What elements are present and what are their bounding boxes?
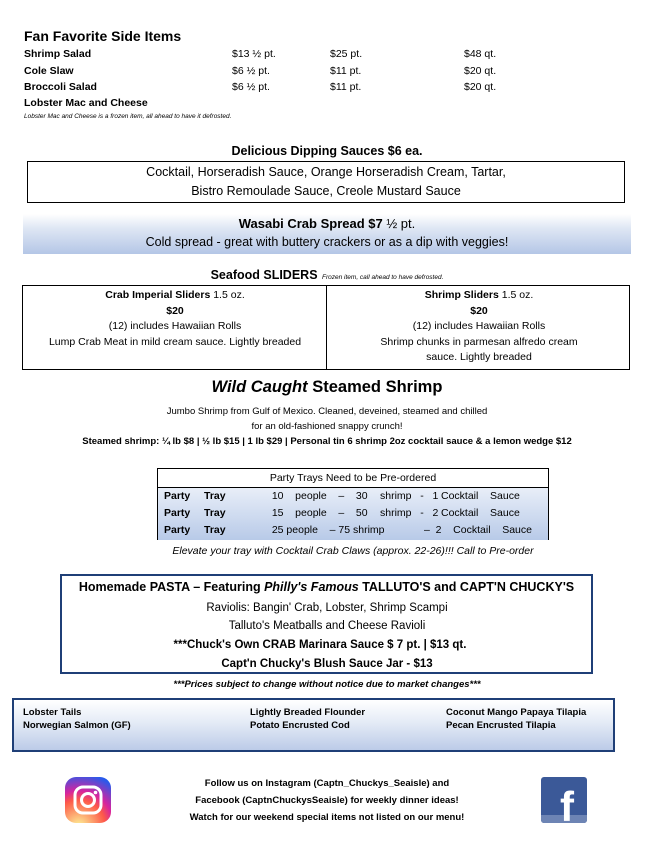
fish-band <box>12 698 615 752</box>
pasta-title-c: TALLUTO'S and CAPT'N CHUCKY'S <box>358 580 575 594</box>
side-item-price-pint: $25 pt. <box>330 48 363 60</box>
tray-row <box>158 505 548 522</box>
footer-line: Watch for our weekend special items not listed on our menu! <box>189 812 465 823</box>
party-trays-note: Elevate your tray with Cocktail Crab Claws (approx. 22-26)!!! Call to Pre-order <box>172 545 534 557</box>
fish-item: Lightly Breaded Flounder <box>250 707 366 718</box>
dipping-sauces-line: Cocktail, Horseradish Sauce, Orange Horseradish Cream, Tartar, <box>146 165 506 179</box>
steamed-shrimp-description <box>0 404 654 434</box>
dipping-sauces-line: Bistro Remoulade Sauce, Creole Mustard Sauce <box>191 184 461 198</box>
wasabi-title <box>23 216 631 231</box>
pasta-title-a: Homemade PASTA – Featuring <box>78 580 265 594</box>
side-item-price-half-pint: $6 ½ pt. <box>232 65 270 77</box>
tray-party: Party <box>164 524 191 536</box>
fish-item: Norwegian Salmon (GF) <box>23 720 131 731</box>
side-item-row <box>24 65 544 79</box>
side-items-title: Fan Favorite Side Items <box>24 28 182 44</box>
tray-sauce: Cocktail Sauce <box>441 507 520 519</box>
footer-line: Follow us on Instagram (Captn_Chuckys_Seaisle) and <box>204 778 450 789</box>
sliders-note: Frozen item, call ahead to have defrosted. <box>322 274 444 281</box>
side-item-price-half-pint: $13 ½ pt. <box>232 48 276 60</box>
side-item-price-quart: $20 qt. <box>464 65 497 77</box>
party-trays-header: Party Trays Need to be Pre-ordered <box>158 469 548 488</box>
wasabi-title-name: Wasabi Crab Spread $7 <box>238 216 383 231</box>
tray-people: 25 people – 75 shrimp <box>266 524 385 536</box>
side-item-row <box>24 81 544 95</box>
pasta-title-b: Philly's Famous <box>264 580 359 594</box>
facebook-glyph <box>541 777 587 823</box>
tray-sauce: – 2 Cocktail Sauce <box>424 524 532 536</box>
steamed-shrimp-prices: Steamed shrimp: ¼ lb $8 | ½ lb $15 | 1 lb $29 | Personal tin 6 shrimp 2oz cocktail sauce & a lemon wedge $12 <box>82 436 572 447</box>
wasabi-title-size: ½ pt. <box>382 216 416 231</box>
steamed-shrimp-title <box>0 378 654 397</box>
fish-item: Potato Encrusted Cod <box>250 720 350 731</box>
tray-shrimp: shrimp - 2 <box>380 507 439 519</box>
fish-item: Lobster Tails <box>23 707 82 718</box>
slider-description: sauce. Lightly breaded <box>426 351 532 363</box>
slider-price: $20 <box>470 304 488 317</box>
slider-description: Shrimp chunks in parmesan alfredo cream <box>380 335 578 348</box>
pasta-blush-sauce: Capt'n Chucky's Blush Sauce Jar - $13 <box>221 658 433 670</box>
wasabi-description: Cold spread - great with buttery crackers or as a dip with veggies! <box>145 235 509 249</box>
side-item-name: Broccoli Salad <box>24 81 97 93</box>
side-item-price-pint: $11 pt. <box>330 81 362 93</box>
slider-description: Lump Crab Meat in mild cream sauce. Lightly breaded <box>48 335 302 348</box>
steamed-title-rest: Steamed Shrimp <box>307 378 443 396</box>
footer-line: Facebook (CaptnChuckysSeaisle) for weekly dinner ideas! <box>195 795 459 806</box>
tray-tray: Tray <box>204 524 226 536</box>
tray-party: Party <box>164 490 191 502</box>
fish-item: Pecan Encrusted Tilapia <box>446 720 556 731</box>
shrimp-sliders <box>329 288 629 366</box>
side-item-price-quart: $20 qt. <box>464 81 497 93</box>
slider-name: Shrimp Sliders <box>424 289 499 301</box>
party-trays-body <box>158 488 548 540</box>
pasta-title <box>62 580 591 594</box>
side-item-price-half-pint: $6 ½ pt. <box>232 81 270 93</box>
party-trays-table <box>157 468 549 540</box>
prices-note: ***Prices subject to change without notice due to market changes*** <box>173 679 481 690</box>
slider-size: 1.5 oz. <box>210 289 245 301</box>
tray-people: 15 people – 50 <box>266 507 368 519</box>
tray-row <box>158 488 548 505</box>
side-item-price-pint: $11 pt. <box>330 65 362 77</box>
side-item-name: Cole Slaw <box>24 65 74 77</box>
tray-row <box>158 522 548 539</box>
dipping-sauces-box <box>27 161 625 203</box>
slider-price: $20 <box>166 304 184 317</box>
facebook-f: f <box>560 783 574 823</box>
steamed-desc-line: for an old-fashioned snappy crunch! <box>251 421 403 432</box>
side-item-name: Shrimp Salad <box>24 48 92 60</box>
side-item-row <box>24 48 544 62</box>
side-item-price-quart: $48 qt. <box>464 48 497 60</box>
tray-party: Party <box>164 507 191 519</box>
tray-people: 10 people – 30 <box>266 490 368 502</box>
fish-item: Coconut Mango Papaya Tilapia <box>446 707 587 718</box>
tray-sauce: Cocktail Sauce <box>441 490 520 502</box>
facebook-icon[interactable] <box>541 777 587 823</box>
pasta-raviolis: Raviolis: Bangin' Crab, Lobster, Shrimp Scampi <box>206 602 448 614</box>
tray-shrimp: shrimp - 1 <box>380 490 439 502</box>
dipping-sauces-title: Delicious Dipping Sauces $6 ea. <box>231 144 423 158</box>
sliders-title: Seafood SLIDERS <box>210 268 318 282</box>
slider-includes: (12) includes Hawaiian Rolls <box>108 320 242 332</box>
wasabi-crab-spread-band <box>23 214 631 254</box>
sliders-divider <box>326 286 327 369</box>
slider-name: Crab Imperial Sliders <box>105 289 211 301</box>
lobster-mac-note: Lobster Mac and Cheese is a frozen item, all ahead to have it defrosted. <box>24 113 232 120</box>
slider-size: 1.5 oz. <box>498 289 534 301</box>
crab-imperial-sliders <box>25 288 325 350</box>
sliders-table <box>22 285 630 370</box>
tray-tray: Tray <box>204 507 226 519</box>
tray-tray: Tray <box>204 490 226 502</box>
steamed-title-italic: Wild Caught <box>211 378 308 396</box>
lobster-mac-item: Lobster Mac and Cheese <box>24 97 148 109</box>
steamed-desc-line: Jumbo Shrimp from Gulf of Mexico. Cleaned, deveined, steamed and chilled <box>166 406 488 417</box>
pasta-marinara: ***Chuck's Own CRAB Marinara Sauce $ 7 pt. | $13 qt. <box>173 639 467 651</box>
sliders-heading <box>0 266 654 284</box>
slider-includes: (12) includes Hawaiian Rolls <box>412 320 546 332</box>
pasta-meatballs: Talluto's Meatballs and Cheese Ravioli <box>228 620 426 632</box>
